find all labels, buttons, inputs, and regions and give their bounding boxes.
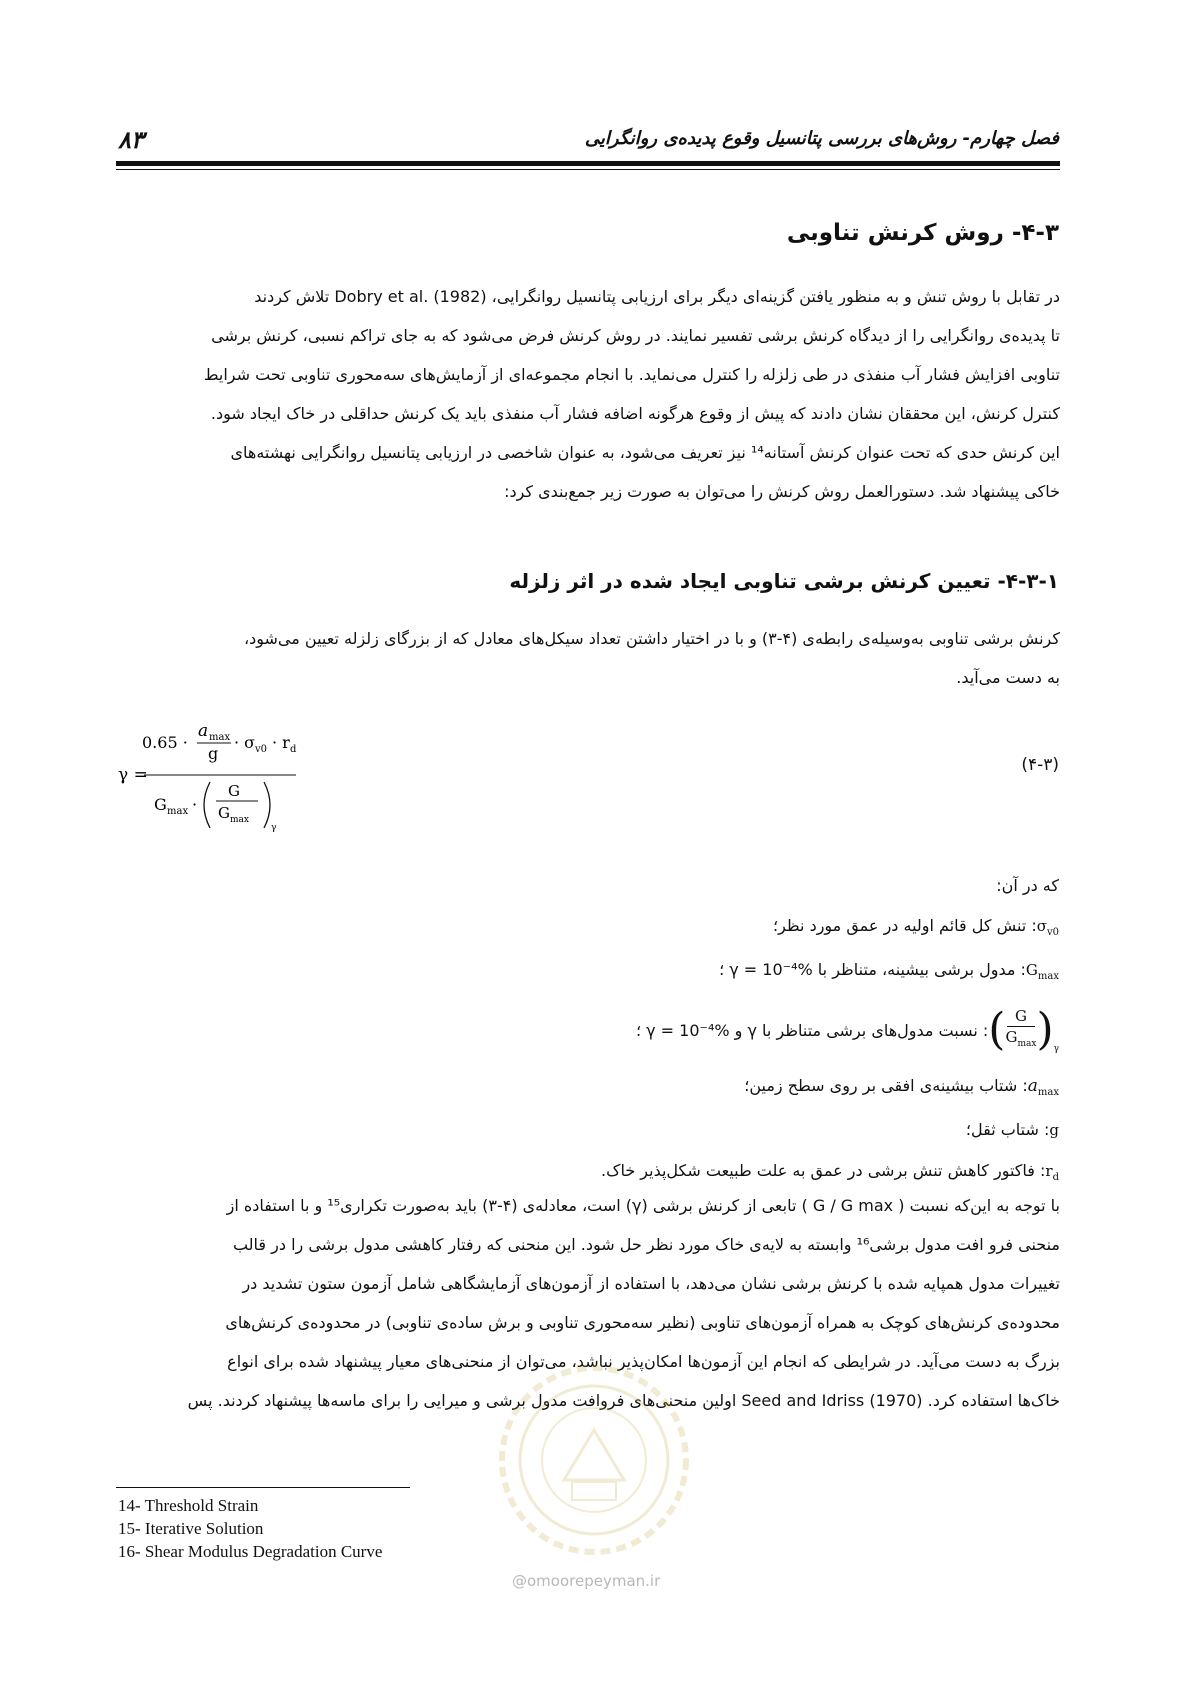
def-ratio-den bbox=[1005, 1027, 1036, 1054]
definition-sigma-v0 bbox=[773, 916, 1059, 938]
def-symbol: G bbox=[1025, 961, 1038, 979]
footnote-rule bbox=[116, 1487, 410, 1488]
def-symbol-sub: d bbox=[1052, 1172, 1059, 1184]
paragraph-line: منحنی فرو افت مدول برشی¹⁶ وابسته به لایه‌ی خاک مورد نظر حل شود. این منحنی که رفتار کاهشی مدول برشی را در قالب bbox=[232, 1235, 1060, 1254]
watermark-seal-logo bbox=[494, 1360, 694, 1560]
subsection-heading: ۴-۳-۱- تعیین کرنش برشی تناوبی ایجاد شده در اثر زلزله bbox=[509, 569, 1059, 593]
def-ratio-fraction bbox=[1005, 1006, 1036, 1054]
section-paragraph bbox=[116, 277, 1060, 511]
eq-dot: · bbox=[192, 795, 198, 814]
header-rule-thick bbox=[116, 161, 1060, 166]
eq-rd-sub: d bbox=[290, 744, 297, 755]
def-symbol: r bbox=[1045, 1162, 1053, 1180]
def-ratio-den-g: G bbox=[1005, 1028, 1018, 1046]
eq-amax-sub: max bbox=[209, 732, 231, 743]
paragraph-line: با توجه به این‌که نسبت ( G / G max ) تابعی از کرنش برشی (γ) است، معادله‌ی (۴-۳) باید به‌صورت تکراری¹⁵ و با استفاده از bbox=[226, 1196, 1060, 1215]
paragraph-line: تا پدیده‌ی روانگرایی را از دیدگاه کرنش برشی تفسیر نمایند. در روش کرنش فرض می‌شود که به جای تراکم نسبی، کرنش برشی bbox=[211, 326, 1060, 345]
equation-label: (۴-۳) bbox=[1021, 755, 1059, 775]
def-text: : تنش کل قائم اولیه در عمق مورد نظر؛ bbox=[772, 916, 1037, 935]
eq-right-paren bbox=[264, 782, 270, 828]
page-number: ۸۳ bbox=[118, 126, 144, 154]
def-symbol: σ bbox=[1036, 917, 1047, 935]
paragraph-line: محدوده‌ی کرنش‌های کوچک به همراه آزمون‌های تناوبی (نظیر سه‌محوری تناوبی و برش ساده‌ی تناوبی) در محدوده‌ی کرنش‌های bbox=[225, 1313, 1060, 1332]
def-symbol-sub: max bbox=[1037, 971, 1059, 983]
footnote-14: 14- Threshold Strain bbox=[118, 1496, 259, 1515]
def-text: : مدول برشی بیشینه، متناظر با γ = 10⁻⁴% ؛ bbox=[719, 960, 1026, 979]
eq-amax: a bbox=[198, 721, 209, 741]
eq-ratio-den: G bbox=[218, 804, 230, 822]
def-ratio-symbol bbox=[988, 1006, 1059, 1054]
footnote-16: 16- Shear Modulus Degradation Curve bbox=[118, 1542, 383, 1561]
eq-ratio-num: G bbox=[228, 782, 240, 800]
chapter-title: فصل چهارم- روش‌های بررسی پتانسیل وقوع پدیده‌ی روانگرایی bbox=[584, 128, 1059, 149]
paragraph-line: کنترل کرنش، این محققان نشان دادند که پیش از وقوع هرگونه اضافه فشار آب منفذی باید یک کرنش حداقلی در خاک ایجاد شود. bbox=[210, 404, 1060, 423]
def-symbol-sub: v0 bbox=[1046, 927, 1059, 939]
paragraph-line: تغییرات مدول همپایه شده با کرنش برشی نشان می‌دهد، با استفاده از آزمون‌های آزمایشگاهی شامل آزمون ستون تشدید در bbox=[242, 1274, 1060, 1293]
eq-gmax-sub: max bbox=[167, 806, 189, 817]
eq-g: g bbox=[208, 744, 219, 763]
def-ratio-den-sub: max bbox=[1017, 1039, 1037, 1049]
def-text: : شتاب بیشینه‌ی افقی بر روی سطح زمین؛ bbox=[744, 1076, 1028, 1095]
eq-rd: · r bbox=[272, 733, 290, 752]
subsection-paragraph bbox=[116, 619, 1060, 697]
watermark-site-text: @omoorepeyman.ir bbox=[512, 1572, 661, 1590]
paragraph-line: تناوبی افزایش فشار آب منفذی در طی زلزله را کنترل می‌نماید. با انجام مجموعه‌ای از آزمایش‌های سه‌محوری تناوبی تحت شرایط bbox=[203, 365, 1060, 384]
equation-gamma bbox=[118, 712, 448, 832]
eq-gmax: G bbox=[154, 795, 167, 814]
def-symbol: a bbox=[1027, 1076, 1038, 1096]
paragraph-line: در تقابل با روش تنش و به منظور یافتن گزینه‌ای دیگر برای ارزیابی پتانسیل روانگرایی، (1982) .Dobry et al تلاش کردند bbox=[254, 287, 1060, 306]
paragraph-line: کرنش برشی تناوبی به‌وسیله‌ی رابطه‌ی (۴-۳) و با در اختیار داشتن تعداد سیکل‌های معادل که از بزرگای زلزله تعیین می‌شود، bbox=[243, 629, 1060, 648]
paragraph-line: خاکی پیشنهاد شد. دستورالعمل روش کرنش را می‌توان به صورت زیر جمع‌بندی کرد: bbox=[504, 482, 1060, 501]
def-ratio-out-sub: γ bbox=[1053, 1044, 1059, 1054]
definitions-intro: که در آن: bbox=[996, 876, 1059, 895]
definition-g-max bbox=[719, 960, 1059, 982]
section-heading: ۴-۳- روش کرنش تناوبی bbox=[786, 220, 1059, 246]
def-text: : شتاب ثقل؛ bbox=[965, 1120, 1050, 1139]
paragraph-line: این کرنش حدی که تحت عنوان کرنش آستانه¹⁴ نیز تعریف می‌شود، به عنوان شاخصی در ارزیابی پتانسیل روانگرایی نهشته‌های bbox=[230, 443, 1060, 462]
eq-sigma: · σ bbox=[234, 733, 256, 752]
def-right-paren: ) bbox=[1036, 1004, 1054, 1055]
def-left-paren: ( bbox=[988, 1004, 1006, 1055]
eq-lhs: γ = bbox=[118, 765, 148, 785]
eq-coef: 0.65 · bbox=[142, 733, 188, 752]
definition-modulus-ratio bbox=[636, 1006, 1059, 1054]
eq-left-paren bbox=[204, 782, 210, 828]
eq-gamma-sub: γ bbox=[271, 823, 277, 832]
header-rule-thin bbox=[116, 169, 1060, 170]
paragraph-line: بزرگ به دست می‌آید. در شرایطی که انجام این آزمون‌ها امکان‌پذیر نباشد، می‌توان از منحنی‌های معیار پیشنهاد شده برای انواع bbox=[227, 1352, 1060, 1371]
definition-a-max bbox=[744, 1076, 1059, 1098]
def-symbol-sub: max bbox=[1037, 1087, 1059, 1099]
def-text: : نسبت مدول‌های برشی متناظر با γ و γ = 10⁻⁴% ؛ bbox=[635, 1020, 989, 1040]
eq-sigma-sub: v0 bbox=[255, 744, 268, 755]
definition-g bbox=[966, 1120, 1059, 1139]
definition-r-d bbox=[601, 1161, 1059, 1183]
def-ratio-num: G bbox=[1007, 1006, 1035, 1027]
footnote-15: 15- Iterative Solution bbox=[118, 1519, 264, 1538]
paragraph-line: خاک‌ها استفاده کرد. (1970) Seed and Idriss اولین منحنی‌های فروافت مدول برشی و میرایی را برای ماسه‌ها پیشنهاد کردند. پس bbox=[187, 1391, 1060, 1410]
def-symbol: g bbox=[1049, 1121, 1059, 1139]
paragraph-line: به دست می‌آید. bbox=[956, 668, 1060, 687]
eq-ratio-den-sub: max bbox=[230, 815, 249, 825]
def-text: : فاکتور کاهش تنش برشی در عمق به علت طبیعت شکل‌پذیر خاک. bbox=[601, 1161, 1046, 1180]
